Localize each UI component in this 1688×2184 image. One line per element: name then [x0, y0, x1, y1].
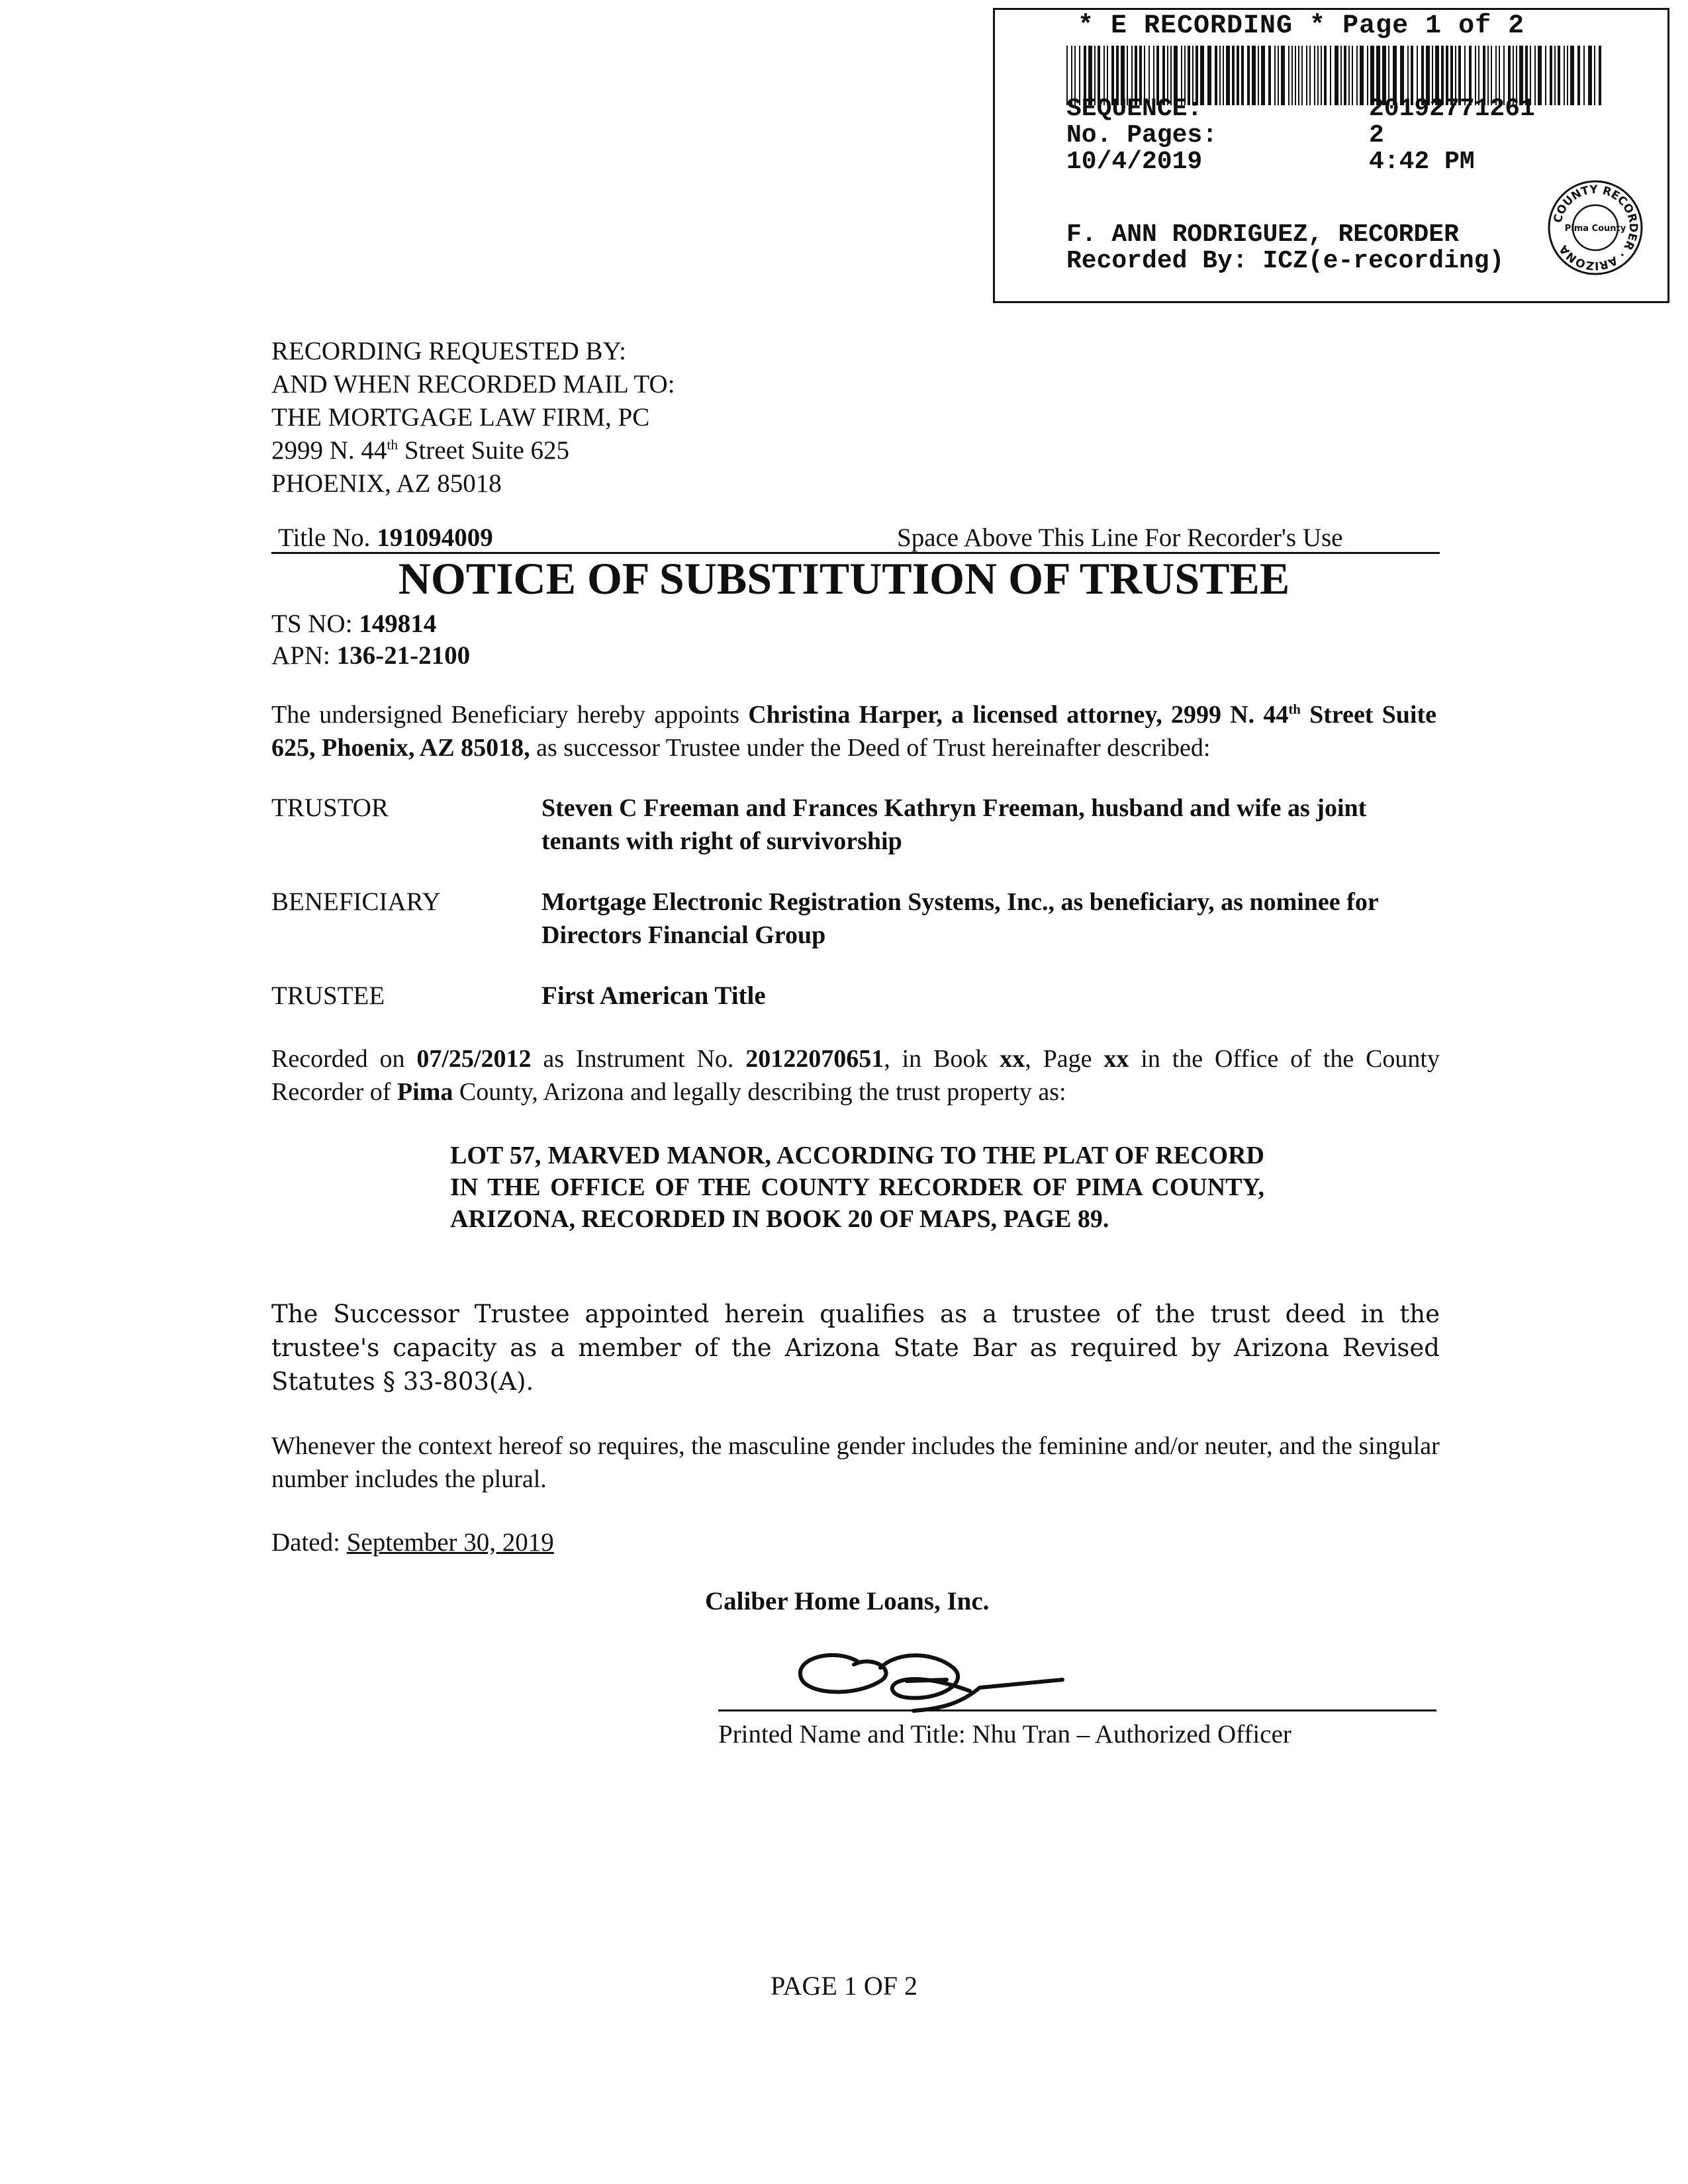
- barcode-bar: [1321, 46, 1322, 105]
- barcode-bar: [1344, 46, 1346, 105]
- barcode-bar: [1538, 46, 1542, 105]
- gender-paragraph: Whenever the context hereof so requires, the masculine gender includes the feminine and/or neuter, and the singular number includes the plural.: [271, 1432, 1440, 1493]
- barcode-bar: [1554, 46, 1556, 105]
- return-line-3: THE MORTGAGE LAW FIRM, PC: [271, 403, 650, 432]
- beneficiary-label: BENEFICIARY: [271, 887, 441, 916]
- page-footer: PAGE 1 OF 2: [771, 1971, 917, 2001]
- barcode-bar: [1314, 46, 1315, 105]
- barcode-bar: [1291, 46, 1293, 105]
- barcode-bar: [1348, 46, 1350, 105]
- recorder-use-note: Space Above This Line For Recorder's Use: [897, 523, 1343, 552]
- barcode-bar: [1367, 46, 1368, 105]
- document-title: NOTICE OF SUBSTITUTION OF TRUSTEE: [398, 553, 1290, 604]
- barcode-bar: [1237, 46, 1239, 105]
- barcode-bar: [1594, 46, 1595, 105]
- signature-line: [718, 1709, 1436, 1711]
- recorder-stamp: [993, 8, 1669, 303]
- barcode-bar: [1301, 46, 1303, 105]
- barcode-bar: [1599, 46, 1601, 105]
- barcode-bar: [1309, 46, 1311, 105]
- apn-number: APN: 136-21-2100: [271, 641, 471, 670]
- seal-center-text: Pima County: [1564, 224, 1626, 234]
- barcode-bar: [1567, 46, 1568, 105]
- barcode-bar: [1207, 46, 1211, 105]
- barcode-bar: [1570, 46, 1574, 105]
- barcode-bar: [1274, 46, 1276, 105]
- sequence-value: 20192771261: [1369, 95, 1535, 123]
- signature-image: [781, 1641, 1072, 1727]
- barcode-bar: [1360, 46, 1364, 105]
- pages-value: 2: [1369, 121, 1384, 150]
- barcode-bar: [1247, 46, 1250, 105]
- beneficiary-value: Mortgage Electronic Registration Systems, Inc., as beneficiary, as nominee for Directors Financial Group: [541, 888, 1379, 949]
- return-line-5: PHOENIX, AZ 85018: [271, 469, 502, 498]
- barcode-bar: [1268, 46, 1271, 105]
- barcode-bar: [1330, 46, 1331, 105]
- trustor-label: TRUSTOR: [271, 794, 389, 822]
- barcode-bar: [1558, 46, 1560, 105]
- barcode-bar: [1278, 46, 1279, 105]
- barcode-bar: [1545, 46, 1546, 105]
- barcode-bar: [1577, 46, 1580, 105]
- sequence-label: SEQUENCE:: [1066, 95, 1203, 123]
- barcode-bar: [1219, 46, 1221, 105]
- barcode-bar: [1241, 46, 1244, 105]
- recorded-by: Recorded By: ICZ(e-recording): [1066, 247, 1505, 275]
- barcode-bar: [1298, 46, 1299, 105]
- barcode-bar: [1226, 46, 1230, 105]
- dated-line: Dated: September 30, 2019: [271, 1528, 554, 1557]
- legal-description: LOT 57, MARVED MANOR, ACCORDING TO THE PLAT OF RECORD IN THE OFFICE OF THE COUNTY RECORDER OF PIMA COUNTY, ARIZONA, RECORDED IN BOOK 20 OF MAPS, PAGE 89.: [450, 1142, 1264, 1233]
- barcode-bar: [1317, 46, 1319, 105]
- return-line-1: RECORDING REQUESTED BY:: [271, 337, 626, 365]
- pages-label: No. Pages:: [1066, 121, 1218, 150]
- trustee-label: TRUSTEE: [271, 981, 385, 1010]
- record-time: 4:42 PM: [1369, 148, 1475, 176]
- barcode-bar: [1232, 46, 1235, 105]
- appointment-paragraph: The undersigned Beneficiary hereby appoints Christina Harper, a licensed attorney, 2999 N. 44th Street Suite 625, Phoenix, AZ 85018, as successor Trustee under the Deed of Trust hereinafter described:: [271, 701, 1437, 762]
- barcode-bar: [1588, 46, 1592, 105]
- barcode-bar: [1335, 46, 1338, 105]
- recorder-name: F. ANN RODRIGUEZ, RECORDER: [1066, 220, 1459, 249]
- barcode-bar: [1352, 46, 1353, 105]
- company-name: Caliber Home Loans, Inc.: [705, 1587, 990, 1615]
- return-line-4: 2999 N. 44th Street Suite 625: [271, 436, 569, 465]
- barcode-bar: [1281, 46, 1285, 105]
- barcode-bar: [1215, 46, 1217, 105]
- barcode-bar: [1340, 46, 1342, 105]
- barcode-bar: [1564, 46, 1565, 105]
- signature-caption: Printed Name and Title: Nhu Tran – Authorized Officer: [718, 1720, 1291, 1749]
- record-date: 10/4/2019: [1066, 148, 1203, 176]
- barcode-bar: [1583, 46, 1585, 105]
- barcode-bar: [1550, 46, 1552, 105]
- barcode-bar: [1288, 46, 1289, 105]
- barcode-bar: [1356, 46, 1358, 105]
- county-seal-icon: [1546, 178, 1645, 277]
- return-line-2: AND WHEN RECORDED MAIL TO:: [271, 370, 675, 398]
- stamp-header: * E RECORDING * Page 1 of 2: [1078, 11, 1525, 41]
- barcode-bar: [1223, 46, 1224, 105]
- successor-paragraph: The Successor Trustee appointed herein qualifies as a trustee of the trust deed in the trustee's capacity as a member of the Arizona State Bar as required by Arizona Revised Statutes § 33-803(A).: [271, 1300, 1440, 1396]
- barcode-bar: [1258, 46, 1259, 105]
- barcode-bar: [1306, 46, 1307, 105]
- trustor-value: Steven C Freeman and Frances Kathryn Freeman, husband and wife as joint tenants with right of survivorship: [541, 794, 1367, 855]
- ts-number: TS NO: 149814: [271, 610, 437, 638]
- title-number: Title No. 191094009: [278, 523, 493, 552]
- trustee-value: First American Title: [541, 981, 766, 1010]
- recording-info-paragraph: Recorded on 07/25/2012 as Instrument No. 20122070651, in Book xx, Page xx in the Office of the County Recorder of Pima County, Arizona and legally describing the trust property as:: [271, 1045, 1440, 1106]
- barcode-bar: [1295, 46, 1296, 105]
- barcode-bar: [1324, 46, 1327, 105]
- barcode-bar: [1261, 46, 1265, 105]
- seal-ring-text: COUNTY RECORDER · ARIZONA: [1551, 183, 1640, 273]
- barcode-bar: [1252, 46, 1256, 105]
